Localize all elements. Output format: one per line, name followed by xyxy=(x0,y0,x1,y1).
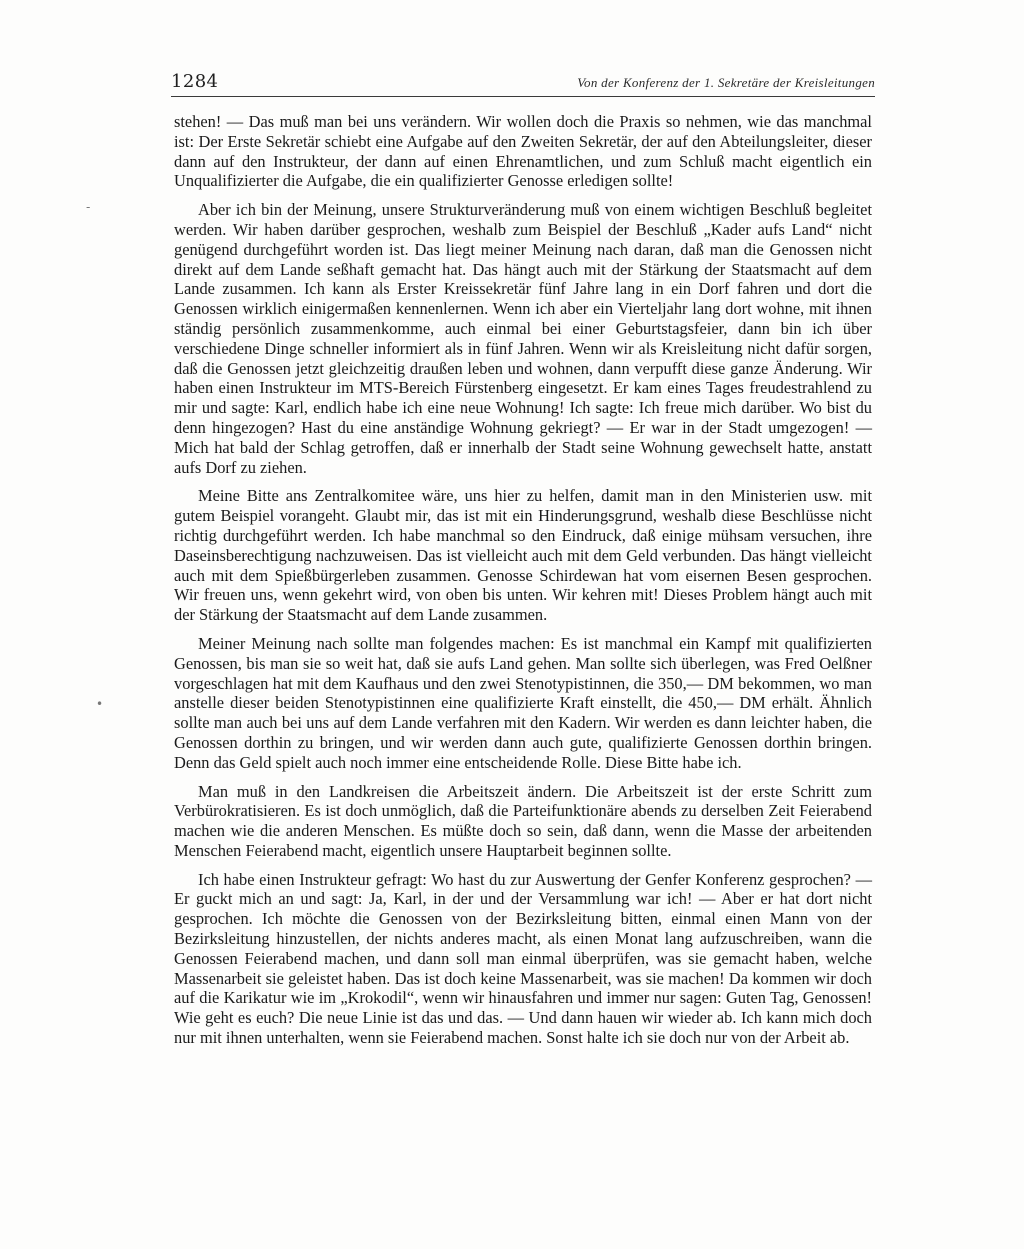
paragraph-6: Ich habe einen Instrukteur gefragt: Wo hast du zur Auswertung der Genfer Konferenz gesprochen? — Er guckt mich an und sagt: Ja, Karl, in der und der Versammlung war ich! — Aber er hat dort nicht gesprochen. Ich möchte die Genossen von der Bezirksleitung bitten, einmal einen Mann von der Bezirksleitung hinzustellen, der nichts anderes macht, als einen Monat lang aufzuschreiben, wann die Genossen Feierabend machen, und dann soll man einmal überprüfen, was sie gemacht haben, welche Massenarbeit sie geleistet haben. Das ist doch keine Massenarbeit, was sie machen! Da kommen wir doch auf die Karikatur wie im „Krokodil“, wenn wir hinausfahren und immer nur sagen: Guten Tag, Genossen! Wie geht es euch? Die neue Linie ist das und das. — Und dann hauen wir wieder ab. Ich kann mich doch nur mit ihnen unterhalten, wenn sie Feierabend machen. Sonst halte ich sie doch nur von der Arbeit ab. xyxy=(174,869,872,1048)
running-head: Von der Konferenz der 1. Sekretäre der Kreisleitungen xyxy=(577,75,875,90)
paragraph-1: stehen! — Das muß man bei uns verändern. Wir wollen doch die Praxis so nehmen, wie das manchmal ist: Der Erste Sekretär schiebt eine Aufgabe auf den Zweiten Sekretär, der auf den Abteilungsleiter, dieser dann auf den Instrukteur, der dann auf einen Ehrenamtlichen, und zum Schluß macht eigentlich ein Unqualifizierter die Aufgabe, die ein qualifizierter Genosse erledigen sollte! xyxy=(174,112,872,191)
page-header xyxy=(171,72,875,97)
margin-tick-icon: - xyxy=(86,200,91,214)
paragraph-4: Meiner Meinung nach sollte man folgendes machen: Es ist manchmal ein Kampf mit qualifizierten Genossen, bis man sie so weit hat, daß sie aufs Land gehen. Man sollte sich überlegen, was Fred Oelßner vorgeschlagen hat mit dem Kaufhaus und den zwei Stenotypistinnen, die 350,— DM bekommen, wo man anstelle dieser beiden Stenotypistinnen eine qualifizierte Kraft einstellt, die 450,— DM erhält. Ähnlich sollte man auch bei uns auf dem Lande verfahren mit den Kadern. Wir werden es dann leichter haben, die Genossen dorthin zu bringen, und wir werden dann auch gute, qualifizierte Genossen dorthin bringen. Denn das Geld spielt auch noch immer eine entscheidende Rolle. Diese Bitte habe ich. xyxy=(174,633,872,772)
body-text xyxy=(174,112,872,1057)
paragraph-2: Aber ich bin der Meinung, unsere Strukturveränderung muß von einem wichtigen Beschluß begleitet werden. Wir haben darüber gesprochen, weshalb zum Beispiel der Beschluß „Kader aufs Land“ nicht genügend durchgeführt worden ist. Das liegt meiner Meinung nach daran, daß man die Genossen nicht direkt auf dem Lande seßhaft gemacht hat. Das hängt auch mit der Stärkung der Staatsmacht auf dem Lande zusammen. Ich kann als Erster Kreissekretär fünf Jahre lang in ein Dorf fahren und dort die Genossen wirklich einigermaßen kennenlernen. Wenn ich aber ein Vierteljahr lang dort wohne, mit ihnen ständig persönlich zusammenkomme, auch einmal bei einer Geburtstagsfeier, dann bin ich über verschiedene Dinge schneller informiert als in fünf Jahren. Wenn wir als Kreisleitung nicht dafür sorgen, daß die Genossen jetzt gleichzeitig draußen leben und wohnen, dann verpufft diese ganze Änderung. Wir haben einen Instrukteur im MTS-Bereich Fürstenberg eingesetzt. Er kam eines Tages freudestrahlend zu mir und sagte: Karl, endlich habe ich eine neue Wohnung! Ich sagte: Ich freue mich darüber. Wo bist du denn hingezogen? Hast du eine anständige Wohnung gekriegt? — Er war in der Stadt umgezogen! — Mich hat bald der Schlag getroffen, daß er innerhalb der Stadt seine Wohnung gewechselt hatte, anstatt aufs Dorf zu ziehen. xyxy=(174,200,872,477)
paragraph-5: Man muß in den Landkreisen die Arbeitszeit ändern. Die Arbeitszeit ist der erste Schritt zum Verbürokratisieren. Es ist doch unmöglich, daß die Parteifunktionäre abends zu derselben Zeit Feierabend machen wie die anderen Menschen. Es müßte doch so sein, daß dann, wenn die Masse der arbeitenden Menschen Feierabend macht, eigentlich unsere Hauptarbeit beginnen sollte. xyxy=(174,781,872,860)
margin-dot-icon: • xyxy=(96,697,104,711)
page-number: 1284 xyxy=(171,71,219,92)
paragraph-3: Meine Bitte ans Zentralkomitee wäre, uns hier zu helfen, damit man in den Ministerien usw. mit gutem Beispiel vorangeht. Glaubt mir, das ist mit ein Hinderungsgrund, weshalb diese Beschlüsse nicht richtig durchgeführt werden. Ich habe manchmal so den Eindruck, daß einige mühsam versuchen, ihre Daseinsberechtigung nachzuweisen. Das ist vielleicht auch mit dem Geld verbunden. Das hängt vielleicht auch mit dem Spießbürgerleben zusammen. Genosse Schirdewan hat vom eisernen Besen gesprochen. Wir freuen uns, wenn gekehrt wird, von oben bis unten. Wir kehren mit! Dieses Problem hängt auch mit der Stärkung der Staatsmacht auf dem Lande zusammen. xyxy=(174,486,872,625)
